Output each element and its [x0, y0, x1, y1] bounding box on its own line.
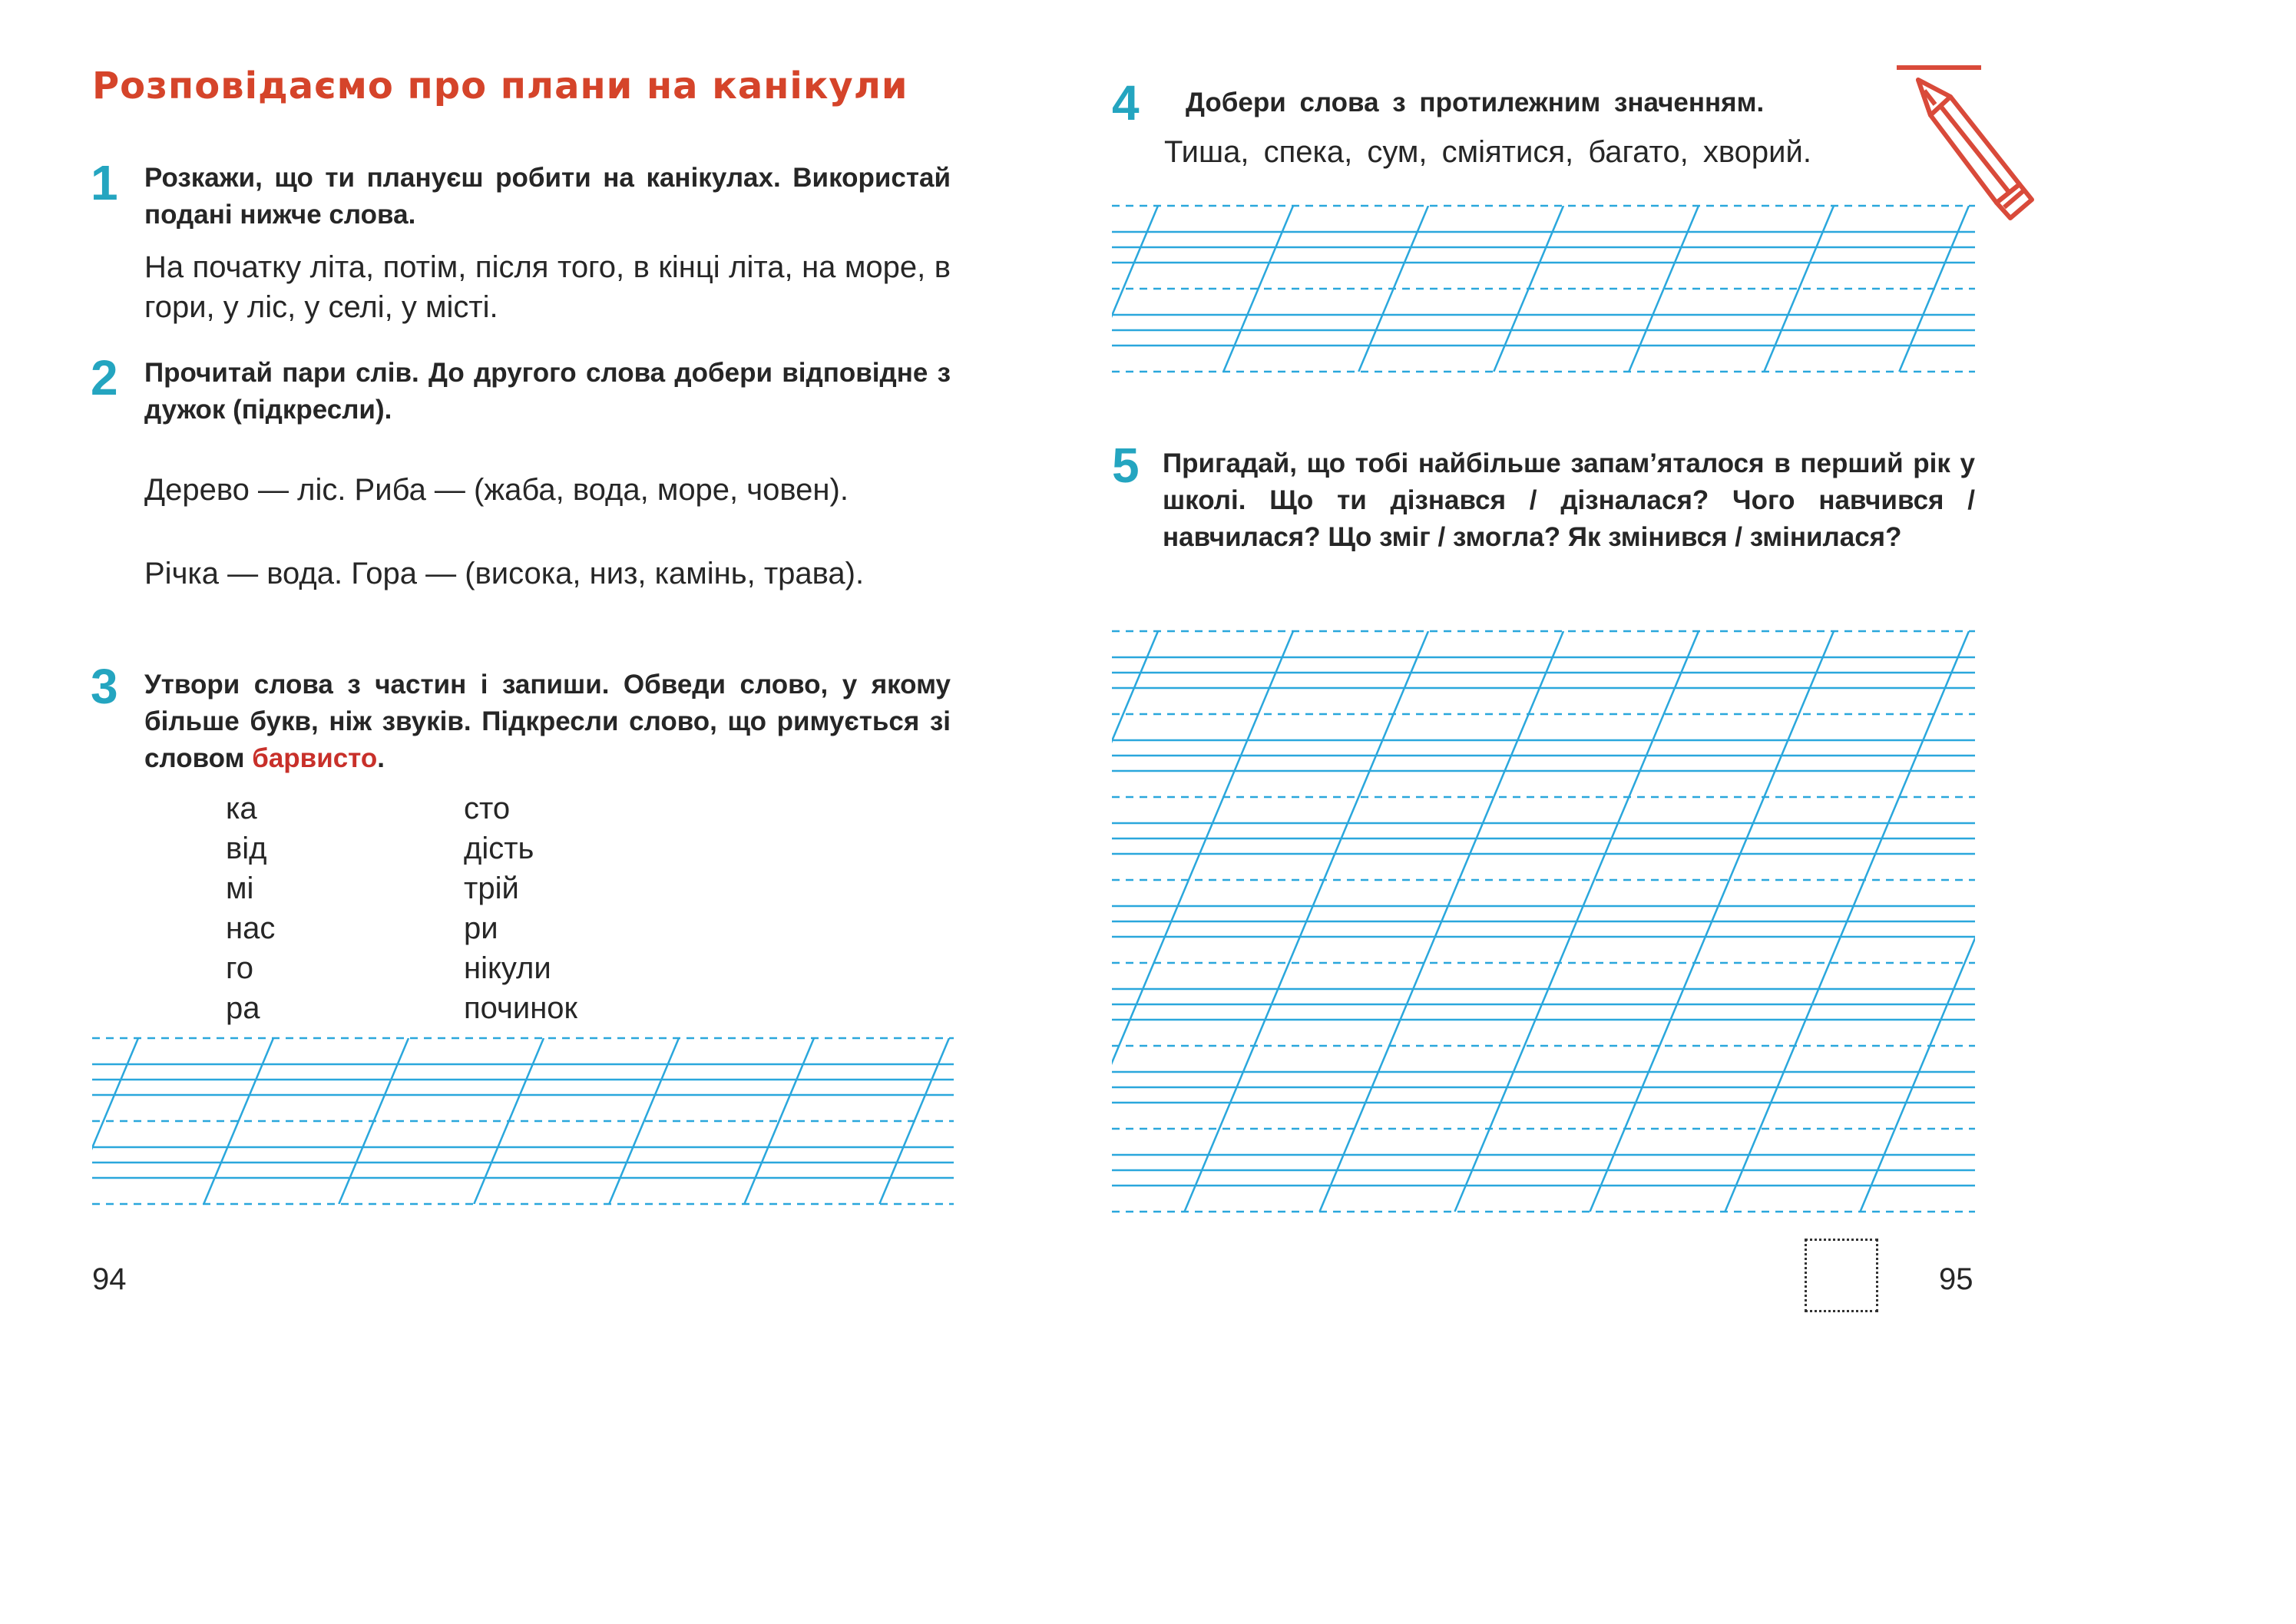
page-number-left: 94	[92, 1262, 127, 1296]
syllable-left-2: від	[226, 832, 267, 865]
syllable-left-1: ка	[226, 792, 257, 825]
task-3-number: 3	[91, 659, 118, 714]
syllable-right-6: починок	[464, 991, 578, 1025]
task-4-words: Тиша, спека, сум, сміятися, багато, хворий.	[1164, 135, 1811, 169]
task-3-instruction-end: .	[377, 743, 385, 773]
checkbox-square[interactable]	[1805, 1239, 1878, 1312]
task-5-number: 5	[1112, 438, 1140, 493]
highlight-word: барвисто	[252, 743, 378, 773]
syllable-right-2: дість	[464, 832, 534, 865]
syllable-left-6: ра	[226, 991, 260, 1025]
syllable-right-1: сто	[464, 792, 511, 825]
task-2-instruction: Прочитай пари слів. До другого слова добери відповідне з дужок (підкресли).	[144, 358, 951, 425]
page-title: Розповідаємо про плани на канікули	[92, 64, 908, 107]
task-5-instruction: Пригадай, що тобі найбільше запам’яталося в перший рік у школі. Що ти дізнався / дізналася? Чого навчився / навчилася? Що зміг / змогла? Як змінився / змінилася?	[1163, 448, 1975, 552]
task-1-instruction: Розкажи, що ти плануєш робити на канікулах. Використай подані нижче слова.	[144, 163, 951, 230]
task-4-instruction: Добери слова з протилежним значенням.	[1186, 88, 1765, 117]
task-3-instruction-text: Утвори слова з частин і запиши. Обведи слово, у якому більше букв, ніж звуків. Підкресли слово, що римується зі словом	[144, 670, 951, 773]
task-2-number: 2	[91, 350, 118, 405]
task-4-number: 4	[1112, 75, 1140, 131]
task-2-line-2: Річка — вода. Гора — (висока, низ, камінь, трава).	[144, 557, 865, 590]
task-2-line-1: Дерево — ліс. Риба — (жаба, вода, море, човен).	[144, 473, 849, 507]
task-1-words: На початку літа, потім, після того, в кінці літа, на море, в гори, у ліс, у селі, у місті.	[144, 250, 951, 324]
syllable-right-3: трій	[464, 872, 519, 905]
syllable-right-5: нікули	[464, 951, 551, 985]
syllable-left-3: мі	[226, 872, 254, 905]
syllable-left-5: го	[226, 951, 253, 985]
syllable-left-4: нас	[226, 911, 276, 945]
syllable-right-4: ри	[464, 911, 498, 945]
page-number-right: 95	[1939, 1262, 1973, 1296]
task-1-number: 1	[91, 155, 118, 210]
